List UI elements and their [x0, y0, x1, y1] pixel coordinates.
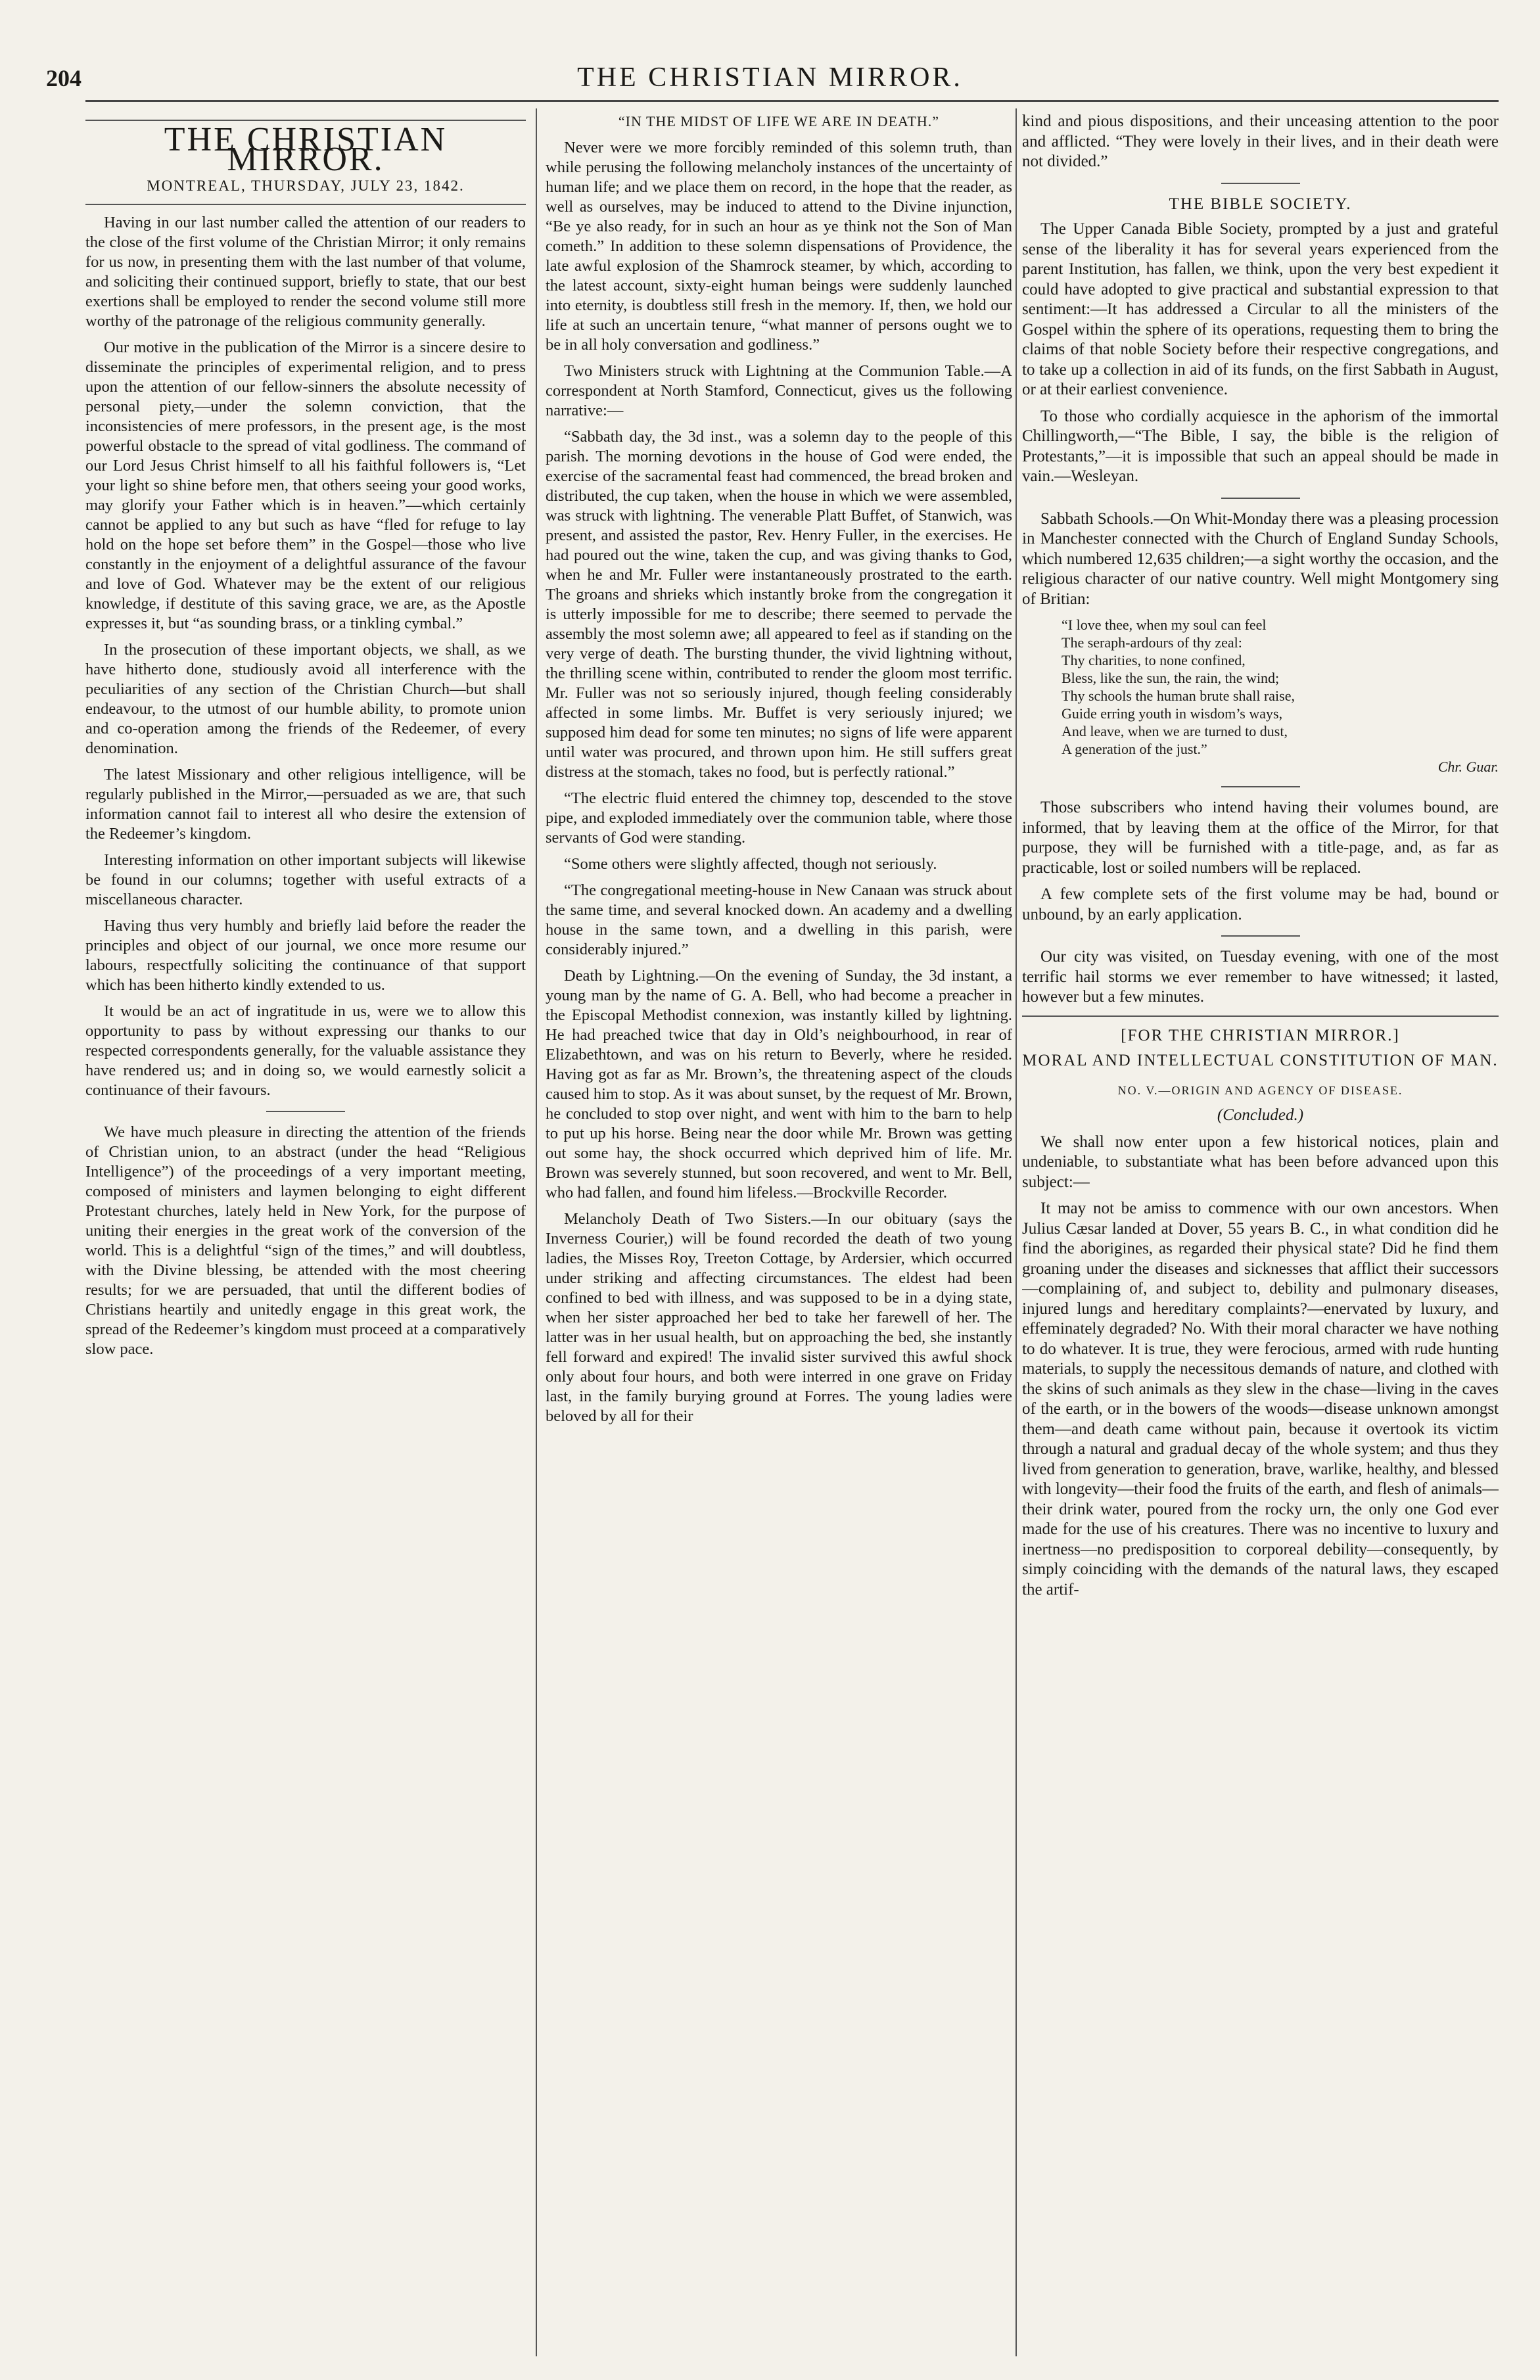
page-number: 204 [46, 65, 82, 91]
masthead [0, 0, 1540, 99]
paragraph: A few complete sets of the first volume may be had, bound or unbound, by an early application. [1022, 885, 1499, 923]
poem-line: Guide erring youth in wisdom’s ways, [1062, 705, 1283, 722]
column-1 [85, 112, 526, 2353]
paragraph: kind and pious dispositions, and their unceasing attention to the poor and afflicted. “They were lovely in their lives, and in their death were not divided.” [1022, 112, 1499, 170]
paragraph: It may not be amiss to commence with our own ancestors. When Julius Cæsar landed at Dover, 55 years B. C., in what condition did he find the aborigines, as regarded their physical state? Did he find them groaning under the diseases and sicknesses that afflict their successors—complaining of, and subject to, debility and pulmonary diseases, injured lungs and hereditary complaints?—enervated by luxury, and effeminately degraded? No. With their moral character we have nothing to do whatever. It is true, they were ferocious, armed with rude hunting materials, to supply the necessitous demands of nature, and clothed with the skins of such animals as they slew in the chase—living in the caves of the earth, or in the bowers of the woods—disease unknown amongst them—and death came without pain, because it overtook its victim through a natural and gradual decay of the whole system; and thus they lived from generation to generation, brave, warlike, healthy, and blessed with longevity—their food the fruits of the earth, and flesh of animals—their drink water, poured from the rocky urn, the only one God ever made for the use of his creatures. There was no incentive to luxury and inertness—no predisposition to corporeal debility—consequently, by simply coinciding with the demands of the natural laws, they escaped the artif- [1022, 1200, 1499, 1598]
poem-line: The seraph-ardours of thy zeal: [1062, 634, 1242, 651]
divider [1221, 786, 1300, 787]
divider [1221, 935, 1300, 937]
poem-line: Bless, like the sun, the rain, the wind; [1062, 670, 1280, 686]
poem [1062, 616, 1499, 776]
divider [1221, 498, 1300, 499]
poem-line: Thy schools the human brute shall raise, [1062, 688, 1295, 704]
column-3 [1022, 112, 1499, 2353]
poem-line: And leave, when we are turned to dust, [1062, 723, 1288, 739]
attribution-line: [FOR THE CHRISTIAN MIRROR.] [1121, 1026, 1400, 1044]
divider [1022, 1015, 1499, 1017]
paragraph: Never were we more forcibly reminded of this solemn truth, than while perusing the following melancholy instances of the uncertainty of human life; and we place them on record, in the hope that the reader, as well as ourselves, may be induced to attend to the Divine injunction, “Be ye also ready, for in such an hour as ye think not the Son of Man cometh.” In addition to these solemn dispensations of Providence, the late awful explosion of the Shamrock steamer, by which, according to the latest account, sixty-eight human beings were suddenly launched into eternity, is doubtless still fresh in the memory. If, then, we hold our life at such an uncertain tenure, “what manner of persons ought we to be in all holy conversation and godliness.” [546, 139, 1012, 354]
poem-line: Thy charities, to none confined, [1062, 652, 1246, 668]
paragraph: “Some others were slightly affected, though not seriously. [564, 855, 937, 873]
paragraph: We shall now enter upon a few historical notices, plain and undeniable, to substantiate what has been before advanced upon this subject:— [1022, 1132, 1499, 1191]
poem-attribution: Chr. Guar. [1437, 758, 1499, 775]
paragraph: Interesting information on other important subjects will likewise be found in our columns; together with useful extracts of a miscellaneous character. [85, 851, 526, 908]
column-2 [546, 112, 1012, 2353]
paragraph: Having in our last number called the attention of our readers to the close of the first volume of the Christian Mirror; it only remains for us now, in presenting them with the last number of that volume, and soliciting their continued support, briefly to state, that our best exertions shall be employed to render the second volume still more worthy of the patronage of the religious community generally. [85, 214, 526, 330]
article-subtitle: NO. V.—ORIGIN AND AGENCY OF DISEASE. [1117, 1083, 1403, 1097]
paragraph: Death by Lightning.—On the evening of Sunday, the 3d instant, a young man by the name of G. A. Bell, who had become a preacher in the Episcopal Methodist connexion, was instantly killed by lightning. He had preached twice that day in Old’s neighbourhood, in rear of Elizabethtown, and was on his return to Beverly, where he resided. Having got as far as Mr. Brown’s, the threatening aspect of the clouds caused him to stop. As it was about sunset, by the request of Mr. Brown, he concluded to stop over night, and went with him to the barn to help to put up his horse. Being near the door while Mr. Brown was getting out some hay, the shock occurred which deprived him of life. Mr. Brown was severely stunned, but soon recovered, and went to Mr. Bell, who had fallen, and found him lifeless.—Brockville Recorder. [546, 967, 1012, 1202]
column-rule [1015, 108, 1017, 2356]
paragraph: We have much pleasure in directing the attention of the friends of Christian union, to an abstract (under the head “Religious Intelligence”) of the proceedings of a very important meeting, composed of ministers and laymen belonging to eight different Protestant churches, lately held in New York, for the purpose of uniting their energies in the great work of the conversion of the world. This is a delightful “sign of the times,” and will doubtless, with the Divine blessing, be attended with the most cheering results; for we are persuaded, that until the different bodies of Christians heartily and unitedly engage in this great work, the spread of the Redeemer’s kingdom must proceed at a comparatively slow pace. [85, 1123, 526, 1358]
concluded-note: (Concluded.) [1217, 1106, 1304, 1124]
header-rule [85, 100, 1499, 102]
paragraph: “The congregational meeting-house in New Canaan was struck about the same time, and several knocked down. An academy and a dwelling house in the same town, and a dwelling in this parish, were considerably injured.” [546, 881, 1012, 958]
editorial-title: THE CHRISTIAN MIRROR. [164, 121, 448, 178]
paragraph: Our city was visited, on Tuesday evening, with one of the most terrific hail storms we ever remember to have witnessed; it lasted, however but a few minutes. [1022, 948, 1499, 1006]
divider [85, 204, 526, 205]
poem-line: A generation of the just.” [1062, 741, 1207, 757]
dateline: MONTREAL, THURSDAY, JULY 23, 1842. [147, 177, 465, 194]
poem-line: “I love thee, when my soul can feel [1062, 617, 1267, 633]
running-title: THE CHRISTIAN MIRROR. [577, 62, 963, 93]
paragraph: Melancholy Death of Two Sisters.—In our obituary (says the Inverness Courier,) will be found recorded the death of two young ladies, the Misses Roy, Treeton Cottage, by Ardersier, which occurred under striking and affecting circumstances. The eldest had been confined to bed with illness, and was supposed to be in a dying state, when her sister approached her bed to take her farewell of her. The latter was in her usual health, but on approaching the bed, she instantly fell forward and expired! The invalid sister survived this awful shock only about four hours, and both were interred in one grave on Friday last, in the family burying ground at Forres. The young ladies were beloved by all for their [546, 1210, 1012, 1425]
paragraph: It would be an act of ingratitude in us, were we to allow this opportunity to pass by without expressing our thanks to our respected correspondents generally, for the valuable assistance they have rendered us; and in doing so, we would earnestly solicit a continuance of their favours. [85, 1002, 526, 1099]
divider [266, 1111, 345, 1112]
paragraph: Having thus very humbly and briefly laid before the reader the principles and object of our journal, we once more resume our labours, respectfully soliciting the continuance of that support which has been hitherto kindly extended to us. [85, 917, 526, 994]
divider [1221, 183, 1300, 184]
paragraph: Those subscribers who intend having their volumes bound, are informed, that by leaving them at the office of the Mirror, for that purpose, they will be furnished with a title-page, and, as far as practicable, lost or soiled numbers will be replaced. [1022, 799, 1499, 877]
paragraph: The latest Missionary and other religious intelligence, will be regularly published in the Mirror,—persuaded as we are, that such information cannot fail to interest all who desire the extension of the Redeemer’s kingdom. [85, 766, 526, 843]
paragraph: To those who cordially acquiesce in the aphorism of the immortal Chillingworth,—“The Bible, I say, the bible is the religion of Protestants,”—it is impossible that such an appeal should be made in vain.—Wesleyan. [1022, 407, 1499, 485]
section-heading: “IN THE MIDST OF LIFE WE ARE IN DEATH.” [618, 113, 940, 129]
paragraph: “The electric fluid entered the chimney top, descended to the stove pipe, and exploded immediately over the communion table, where those servants of God were standing. [546, 789, 1012, 847]
paragraph: The Upper Canada Bible Society, prompted by a just and grateful sense of the liberality it has for several years experienced from the parent Institution, has fallen, we think, upon the very best expedient it could have adopted to give practical and substantial expression to that sentiment:—It has addressed a Circular to all the ministers of the Gospel within the sphere of its operations, requesting them to bring the claims of that noble Society before their respective congregations, and to take up a collection in aid of its funds, on the first Sabbath in August, or at their earliest convenience. [1022, 220, 1499, 398]
paragraph: Sabbath Schools.—On Whit-Monday there was a pleasing procession in Manchester connected with the Church of England Sunday Schools, which numbered 12,635 children;—a sight worthy the occasion, and the religious character of our native country. Well might Montgomery sing of Britian: [1022, 509, 1499, 608]
paragraph: In the prosecution of these important objects, we shall, as we have hitherto done, studiously avoid all interference with the peculiarities of any section of the Christian Church—but shall endeavour, to the utmost of our humble ability, to promote union and co-operation among the friends of the Redeemer, of every denomination. [85, 641, 526, 757]
paragraph: “Sabbath day, the 3d inst., was a solemn day to the people of this parish. The morning devotions in the house of God were ended, the exercise of the sacramental feast had commenced, the bread broken and distributed, the cup taken, when the house in which we were assembled, was struck with lightning. The venerable Platt Buffet, of Stanwich, was present, and assisted the pastor, Rev. Henry Fuller, in the exercises. He had poured out the wine, taken the cup, and was giving thanks to God, when he and Mr. Fuller were instantaneously prostrated to the earth. The groans and shrieks which instantly broke from the congregation it is utterly impossible for me to describe; there seemed to pervade the assembly the most solemn awe; all appeared to feel as if standing on the very verge of death. The bursting thunder, the vivid lightning without, the thrilling scene within, contributed to render the gloom most terrific. Mr. Fuller was not so seriously injured, though feeling considerably affected in some limbs. Mr. Buffet is very seriously injured; we supposed him dead for some ten minutes; no signs of life were apparent until water was procured, and thrown upon him. He still suffers great distress at the stomach, takes no food, but is perfectly rational.” [546, 428, 1012, 781]
article-title: MORAL AND INTELLECTUAL CONSTITUTION OF MAN. [1022, 1052, 1499, 1069]
paragraph: Our motive in the publication of the Mirror is a sincere desire to disseminate the principles of experimental religion, and to press upon the attention of our fellow-sinners the absolute necessity of personal piety,—under the solemn conviction, that the inconsistencies of mere professors, in the present age, is the most powerful obstacle to the spread of vital godliness. The command of our Lord Jesus Christ himself to all his faithful followers is, “Let your light so shine before men, that others seeing your good works, may glorify your Father which is in heaven.”—which certainly cannot be applied to any but such as have “fled for refuge to lay hold on the hope set before them” in the Gospel—those who live constantly in the enjoyment of a delightful assurance of the favour and love of God. Whatever may be the extent of our religious knowledge, if destitute of this saving grace, we are, as the Apostle expresses it, but “as sounding brass, or a tinkling cymbal.” [85, 338, 526, 632]
column-rule [536, 108, 537, 2356]
section-heading: THE BIBLE SOCIETY. [1169, 195, 1352, 213]
paragraph: Two Ministers struck with Lightning at the Communion Table.—A correspondent at North Stamford, Connecticut, gives us the following narrative:— [546, 362, 1012, 419]
